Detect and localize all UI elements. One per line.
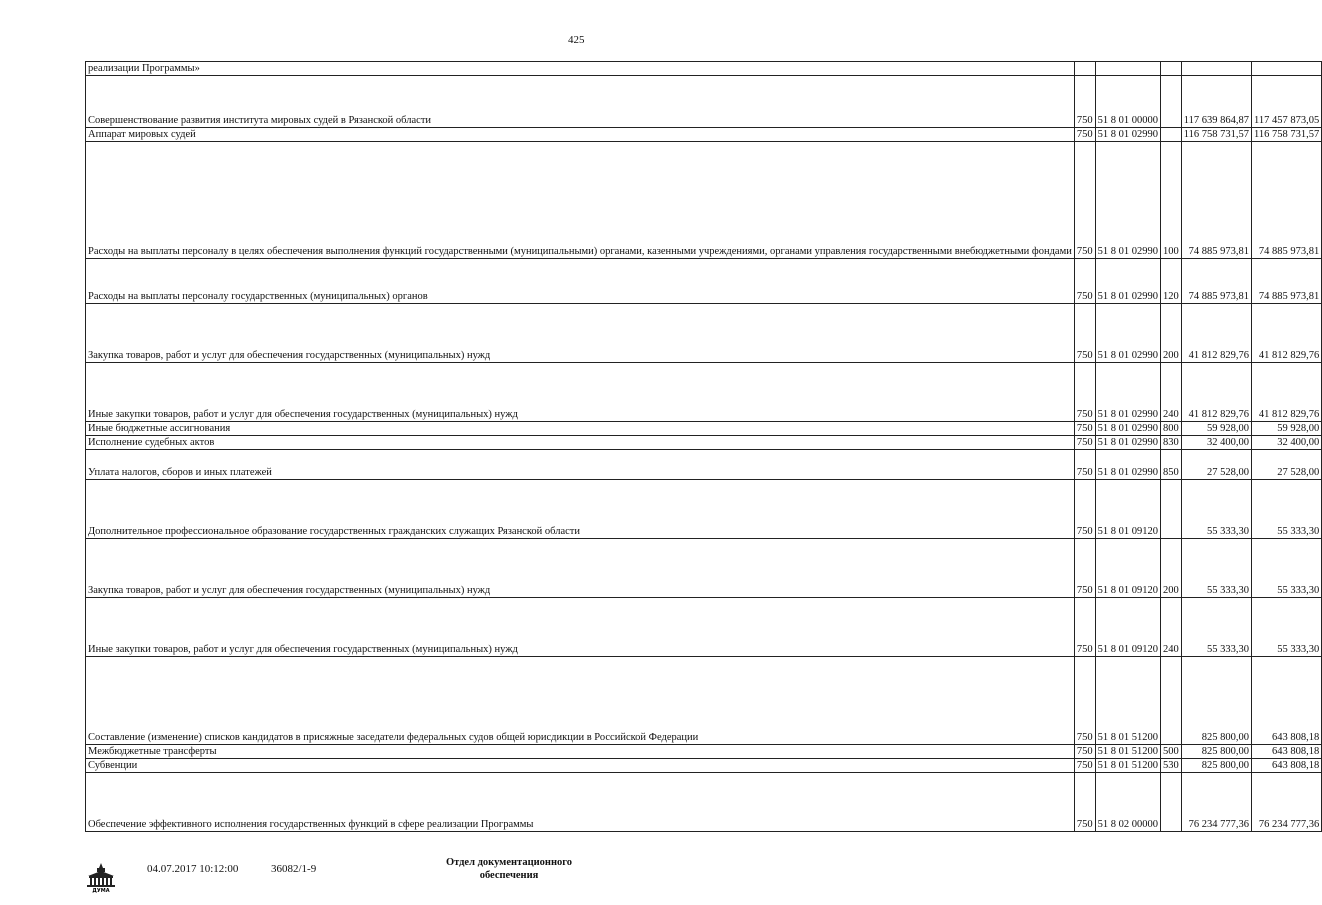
row-classifier: 51 8 01 09120 — [1095, 598, 1160, 657]
row-classifier: 51 8 01 00000 — [1095, 76, 1160, 128]
row-expense-type — [1160, 773, 1181, 832]
row-amount-executed: 74 885 973,81 — [1251, 259, 1321, 304]
row-name: Исполнение судебных актов — [86, 436, 1075, 450]
row-amount-planned: 55 333,30 — [1181, 598, 1251, 657]
row-amount-planned: 825 800,00 — [1181, 759, 1251, 773]
row-expense-type — [1160, 76, 1181, 128]
row-expense-type — [1160, 657, 1181, 745]
row-amount-executed: 41 812 829,76 — [1251, 363, 1321, 422]
row-amount-executed: 55 333,30 — [1251, 539, 1321, 598]
table-row — [86, 422, 1322, 436]
row-code: 750 — [1074, 142, 1095, 259]
row-expense-type: 800 — [1160, 422, 1181, 436]
row-amount-executed: 643 808,18 — [1251, 759, 1321, 773]
table-row — [86, 450, 1322, 480]
row-code: 750 — [1074, 480, 1095, 539]
row-amount-executed: 55 333,30 — [1251, 598, 1321, 657]
row-name: Закупка товаров, работ и услуг для обеспечения государственных (муниципальных) нужд — [86, 539, 1075, 598]
footer-department — [438, 856, 580, 882]
row-code — [1074, 62, 1095, 76]
table-row — [86, 480, 1322, 539]
table-row — [86, 436, 1322, 450]
row-classifier: 51 8 01 51200 — [1095, 759, 1160, 773]
table-row — [86, 539, 1322, 598]
table-row — [86, 76, 1322, 128]
row-amount-planned: 74 885 973,81 — [1181, 142, 1251, 259]
row-code: 750 — [1074, 128, 1095, 142]
footer-department-line1: Отдел документационного — [445, 857, 573, 868]
row-amount-executed: 117 457 873,05 — [1251, 76, 1321, 128]
row-amount-planned: 55 333,30 — [1181, 539, 1251, 598]
row-amount-planned: 74 885 973,81 — [1181, 259, 1251, 304]
row-classifier: 51 8 01 02990 — [1095, 422, 1160, 436]
table-row — [86, 598, 1322, 657]
row-amount-executed: 643 808,18 — [1251, 657, 1321, 745]
row-amount-executed: 76 234 777,36 — [1251, 773, 1321, 832]
row-classifier: 51 8 01 09120 — [1095, 480, 1160, 539]
duma-building-logo-icon — [84, 862, 118, 892]
row-classifier: 51 8 01 02990 — [1095, 436, 1160, 450]
row-code: 750 — [1074, 773, 1095, 832]
row-expense-type: 240 — [1160, 598, 1181, 657]
row-name: Совершенствование развития института мировых судей в Рязанской области — [86, 76, 1075, 128]
row-expense-type: 830 — [1160, 436, 1181, 450]
row-classifier: 51 8 01 02990 — [1095, 304, 1160, 363]
table-row — [86, 773, 1322, 832]
row-code: 750 — [1074, 363, 1095, 422]
row-name: реализации Программы» — [86, 62, 1075, 76]
row-name: Расходы на выплаты персоналу государственных (муниципальных) органов — [86, 259, 1075, 304]
row-amount-executed — [1251, 62, 1321, 76]
row-name: Аппарат мировых судей — [86, 128, 1075, 142]
row-code: 750 — [1074, 759, 1095, 773]
table-row — [86, 62, 1322, 76]
row-classifier: 51 8 01 02990 — [1095, 142, 1160, 259]
table-row — [86, 128, 1322, 142]
footer-doc-id: 36082/1-9 — [271, 863, 317, 875]
table-row — [86, 759, 1322, 773]
row-expense-type: 530 — [1160, 759, 1181, 773]
row-expense-type: 200 — [1160, 304, 1181, 363]
row-amount-planned: 117 639 864,87 — [1181, 76, 1251, 128]
row-amount-planned — [1181, 62, 1251, 76]
row-name: Иные закупки товаров, работ и услуг для обеспечения государственных (муниципальных) нужд — [86, 363, 1075, 422]
row-name: Закупка товаров, работ и услуг для обеспечения государственных (муниципальных) нужд — [86, 304, 1075, 363]
row-name: Дополнительное профессиональное образование государственных гражданских служащих Рязанской области — [86, 480, 1075, 539]
row-amount-planned: 59 928,00 — [1181, 422, 1251, 436]
row-name: Межбюджетные трансферты — [86, 745, 1075, 759]
table-row — [86, 657, 1322, 745]
footer-department-line2: обеспечения — [479, 870, 539, 881]
logo-text: ДУМА — [92, 888, 110, 894]
table-row — [86, 142, 1322, 259]
row-amount-executed: 59 928,00 — [1251, 422, 1321, 436]
table-row — [86, 259, 1322, 304]
row-expense-type — [1160, 128, 1181, 142]
row-expense-type: 100 — [1160, 142, 1181, 259]
row-amount-planned: 825 800,00 — [1181, 657, 1251, 745]
row-code: 750 — [1074, 422, 1095, 436]
row-classifier: 51 8 01 51200 — [1095, 745, 1160, 759]
footer-date: 04.07.2017 10:12:00 — [147, 863, 239, 875]
row-amount-executed: 74 885 973,81 — [1251, 142, 1321, 259]
row-amount-executed: 41 812 829,76 — [1251, 304, 1321, 363]
row-name: Составление (изменение) списков кандидатов в присяжные заседатели федеральных судов общей юрисдикции в Российской Федерации — [86, 657, 1075, 745]
row-code: 750 — [1074, 436, 1095, 450]
row-amount-planned: 55 333,30 — [1181, 480, 1251, 539]
row-amount-planned: 825 800,00 — [1181, 745, 1251, 759]
row-expense-type: 500 — [1160, 745, 1181, 759]
row-expense-type — [1160, 62, 1181, 76]
row-classifier: 51 8 01 02990 — [1095, 259, 1160, 304]
row-name: Уплата налогов, сборов и иных платежей — [86, 450, 1075, 480]
row-expense-type: 850 — [1160, 450, 1181, 480]
page-number: 425 — [568, 34, 585, 46]
row-expense-type: 240 — [1160, 363, 1181, 422]
row-amount-executed: 55 333,30 — [1251, 480, 1321, 539]
row-amount-planned: 27 528,00 — [1181, 450, 1251, 480]
row-amount-planned: 41 812 829,76 — [1181, 363, 1251, 422]
table-row — [86, 745, 1322, 759]
row-amount-planned: 32 400,00 — [1181, 436, 1251, 450]
row-amount-executed: 32 400,00 — [1251, 436, 1321, 450]
row-name: Иные закупки товаров, работ и услуг для обеспечения государственных (муниципальных) нужд — [86, 598, 1075, 657]
row-code: 750 — [1074, 259, 1095, 304]
row-amount-planned: 116 758 731,57 — [1181, 128, 1251, 142]
row-classifier: 51 8 01 51200 — [1095, 657, 1160, 745]
row-code: 750 — [1074, 450, 1095, 480]
row-classifier: 51 8 01 02990 — [1095, 128, 1160, 142]
row-amount-executed: 116 758 731,57 — [1251, 128, 1321, 142]
row-code: 750 — [1074, 657, 1095, 745]
row-name: Обеспечение эффективного исполнения государственных функций в сфере реализации Программы — [86, 773, 1075, 832]
row-amount-planned: 76 234 777,36 — [1181, 773, 1251, 832]
row-code: 750 — [1074, 598, 1095, 657]
row-code: 750 — [1074, 76, 1095, 128]
row-code: 750 — [1074, 539, 1095, 598]
row-classifier — [1095, 62, 1160, 76]
table-row — [86, 363, 1322, 422]
row-name: Субвенции — [86, 759, 1075, 773]
row-classifier: 51 8 01 09120 — [1095, 539, 1160, 598]
row-code: 750 — [1074, 304, 1095, 363]
row-name: Иные бюджетные ассигнования — [86, 422, 1075, 436]
row-amount-executed: 643 808,18 — [1251, 745, 1321, 759]
row-classifier: 51 8 01 02990 — [1095, 363, 1160, 422]
row-amount-executed: 27 528,00 — [1251, 450, 1321, 480]
row-code: 750 — [1074, 745, 1095, 759]
row-classifier: 51 8 01 02990 — [1095, 450, 1160, 480]
row-expense-type — [1160, 480, 1181, 539]
row-expense-type: 200 — [1160, 539, 1181, 598]
table-row — [86, 304, 1322, 363]
row-expense-type: 120 — [1160, 259, 1181, 304]
row-classifier: 51 8 02 00000 — [1095, 773, 1160, 832]
row-amount-planned: 41 812 829,76 — [1181, 304, 1251, 363]
budget-table — [85, 61, 1322, 832]
row-name: Расходы на выплаты персоналу в целях обеспечения выполнения функций государственными (муниципальными) органами, казенными учреждениями, органами управления государственными внебюджетными фондами — [86, 142, 1075, 259]
